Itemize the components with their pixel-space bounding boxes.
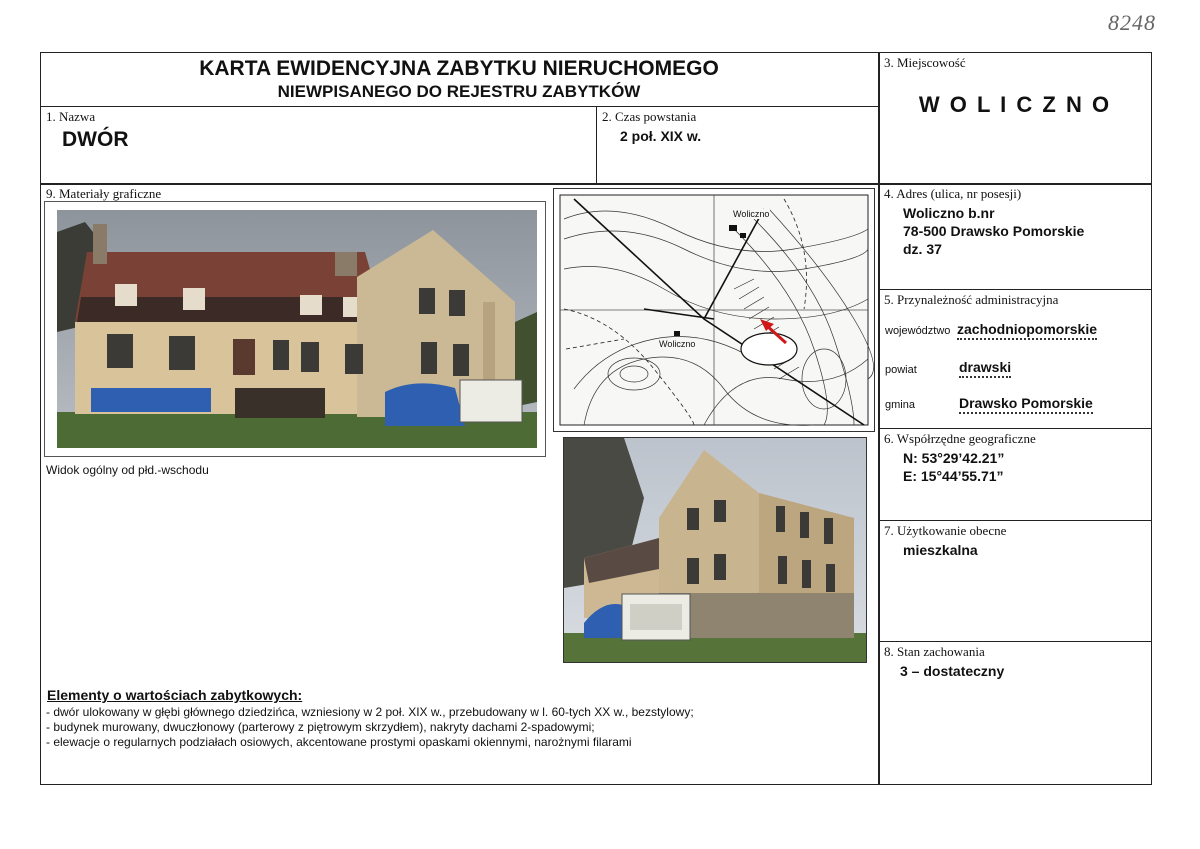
graphics-label: 9. Materiały graficzne <box>46 186 162 201</box>
locality-value: W O L I C Z N O <box>918 92 1112 117</box>
divider-right-6-7 <box>878 520 1152 521</box>
county-label: powiat <box>885 364 917 376</box>
name-label: 1. Nazwa <box>46 109 96 124</box>
address-line1: Woliczno b.nr <box>903 205 995 221</box>
commune-label: gmina <box>885 399 915 411</box>
address-line3: dz. 37 <box>903 241 942 257</box>
title-line1: KARTA EWIDENCYJNA ZABYTKU NIERUCHOMEGO <box>199 57 719 80</box>
divider-name-date <box>596 106 597 184</box>
elements-item-2: - budynek murowany, dwuczłonowy (parterowy z piętrowym skrzydłem), nakryty dachami 2-spadowymi; <box>46 720 595 734</box>
address-line2: 78-500 Drawsko Pomorskie <box>903 223 1085 239</box>
map-town-label-left: Woliczno <box>659 339 696 349</box>
usage-value: mieszkalna <box>903 542 978 558</box>
elements-item-1: - dwór ulokowany w głębi głównego dziedzińca, wzniesiony w 2 poł. XIX w., przebudowany w l. 60-tych XX w., bezstylowy; <box>46 705 694 719</box>
name-value: DWÓR <box>62 128 129 151</box>
divider-left-column <box>878 52 880 785</box>
voivodeship-label: województwo <box>885 325 951 337</box>
map-illustration <box>554 189 874 431</box>
manor-photo-illustration <box>45 202 545 456</box>
photo-caption: Widok ogólny od płd.-wschodu <box>46 463 209 477</box>
voivodeship-value: zachodniopomorskie <box>957 320 1097 340</box>
divider-right-5-6 <box>878 428 1152 429</box>
date-value: 2 poł. XIX w. <box>620 128 702 144</box>
coords-n: N: 53°29’42.21” <box>903 450 1005 466</box>
divider-title-bottom <box>40 106 878 107</box>
topographic-map <box>553 188 875 432</box>
manor-side-photo-illustration <box>564 438 866 662</box>
coords-label: 6. Współrzędne geograficzne <box>884 431 1036 446</box>
map-town-label-top: Woliczno <box>733 209 770 219</box>
title-line2: NIEWPISANEGO DO REJESTRU ZABYTKÓW <box>277 82 641 101</box>
county-value: drawski <box>959 358 1011 378</box>
commune-value: Drawsko Pomorskie <box>959 394 1093 414</box>
card-title <box>40 57 878 102</box>
main-photo <box>44 201 546 457</box>
condition-label: 8. Stan zachowania <box>884 644 985 659</box>
divider-header-bottom <box>40 183 1152 185</box>
side-photo <box>563 437 867 663</box>
coords-e: E: 15°44’55.71” <box>903 468 1004 484</box>
elements-item-3: - elewacje o regularnych podziałach osiowych, akcentowane prostymi opaskami okiennymi, narożnymi filarami <box>46 735 632 749</box>
date-label: 2. Czas powstania <box>602 109 697 124</box>
locality-label: 3. Miejscowość <box>884 55 966 70</box>
divider-right-7-8 <box>878 641 1152 642</box>
admin-label: 5. Przynależność administracyjna <box>884 292 1059 307</box>
divider-right-4-5 <box>878 289 1152 290</box>
elements-heading: Elementy o wartościach zabytkowych: <box>47 687 303 703</box>
condition-value: 3 – dostateczny <box>900 663 1005 679</box>
handwritten-number: 8248 <box>1108 10 1156 35</box>
address-label: 4. Adres (ulica, nr posesji) <box>884 186 1022 201</box>
usage-label: 7. Użytkowanie obecne <box>884 523 1007 538</box>
